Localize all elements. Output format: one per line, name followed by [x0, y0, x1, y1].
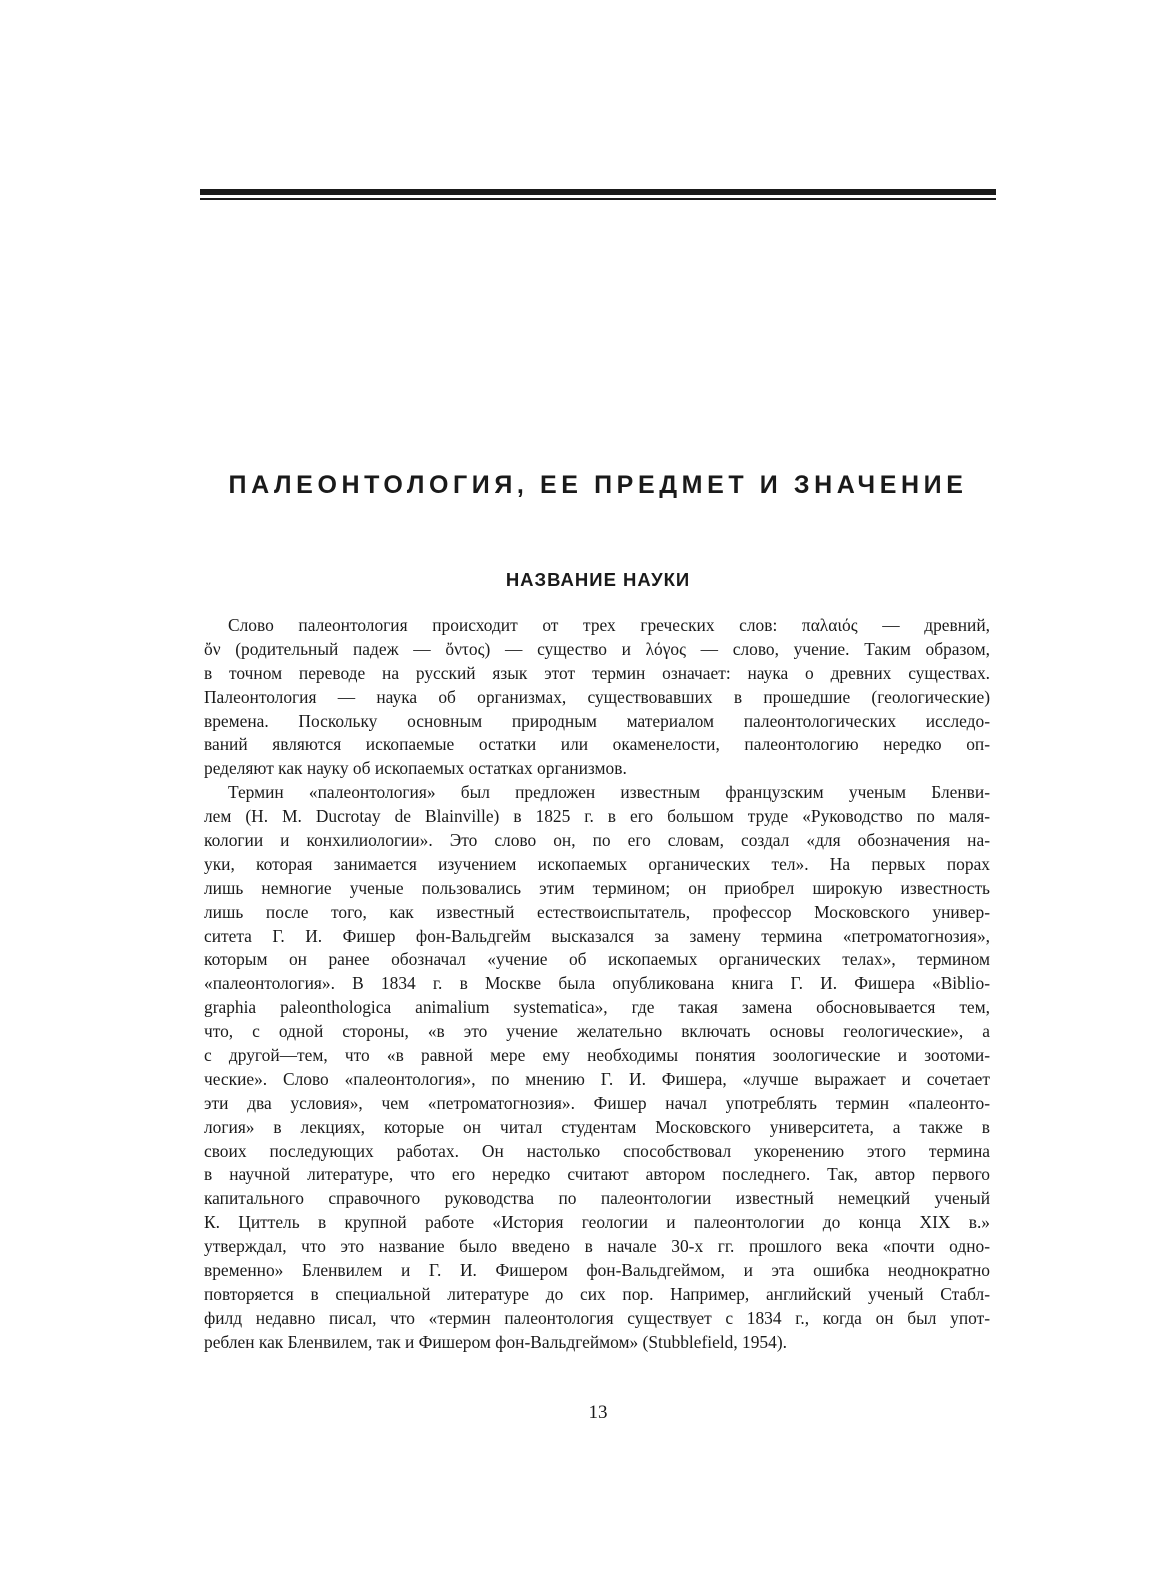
text-line: логия» в лекциях, которые он читал студентам Московского университета, а также в — [204, 1116, 990, 1137]
text-line: уки, которая занимается изучением ископаемых органических тел». На первых порах — [204, 853, 990, 874]
text-line: с другой—тем, что «в равной мере ему необходимы понятия зоологические и зоотоми- — [204, 1045, 990, 1066]
text-line: кологии и конхилиологии». Это слово он, по его словам, создал «для обозначения на- — [204, 830, 990, 851]
text-line: лем (H. M. Ducrotay de Blainville) в 1825 г. в его большом труде «Руководство по маля- — [204, 806, 990, 827]
text-line: филд недавно писал, что «термин палеонтология существует с 1834 г., когда он был упот- — [204, 1307, 990, 1328]
text-line: ваний являются ископаемые остатки или окаменелости, палеонтологию нередко оп- — [204, 734, 990, 755]
chapter-title: ПАЛЕОНТОЛОГИЯ, ЕЕ ПРЕДМЕТ И ЗНАЧЕНИЕ — [228, 471, 968, 499]
text-line: капитального справочного руководства по палеонтологии известный немецкий ученый — [204, 1188, 990, 1209]
text-line: ческие». Слово «палеонтология», по мнению Г. И. Фишера, «лучше выражает и сочетает — [204, 1068, 990, 1089]
text-line: в научной литературе, что его нередко считают автором последнего. Так, автор первого — [204, 1164, 990, 1185]
text-line: которым он ранее обозначал «учение об ископаемых органических телах», термином — [204, 949, 990, 970]
text-line: graphia paleonthologica animalium systematica», где такая замена обосновывается тем, — [204, 997, 990, 1018]
body-text — [204, 614, 990, 1355]
page-number: 13 — [588, 1402, 608, 1423]
text-line: ределяют как науку об ископаемых остатках организмов. — [204, 758, 627, 779]
text-line: эти два условия», чем «петроматогнозия». Фишер начал употреблять термин «палеонто- — [204, 1092, 990, 1113]
text-line: реблен как Бленвилем, так и Фишером фон-Вальдгеймом» (Stubblefield, 1954). — [204, 1331, 787, 1352]
text-line: временно» Бленвилем и Г. И. Фишером фон-Вальдгеймом, и эта ошибка неоднократно — [204, 1260, 990, 1281]
text-line: в точном переводе на русский язык этот термин означает: наука о древних существах. — [204, 662, 990, 683]
text-line: времена. Поскольку основным природным материалом палеонтологических исследо- — [204, 710, 990, 731]
header-rule-thick — [200, 189, 996, 195]
text-line: ὄν (родительный падеж — ὄντος) — существо и λόγος — слово, учение. Таким образом, — [204, 638, 990, 659]
text-line: Термин «палеонтология» был предложен известным французским ученым Бленви- — [228, 782, 990, 803]
text-line: лишь немногие ученые пользовались этим термином; он приобрел широкую известность — [204, 877, 990, 898]
text-line: ситета Г. И. Фишер фон-Вальдгейм высказался за замену термина «петроматогнозия», — [204, 925, 990, 946]
text-line: утверждал, что это название было введено в начале 30-х гг. прошлого века «почти одно- — [204, 1236, 990, 1257]
header-rule-thin — [200, 198, 996, 200]
text-line: лишь после того, как известный естествоиспытатель, профессор Московского универ- — [204, 901, 990, 922]
text-line: «палеонтология». В 1834 г. в Москве была опубликована книга Г. И. Фишера «Biblio- — [204, 973, 990, 994]
text-line: Слово палеонтология происходит от трех греческих слов: παλαιός — древний, — [228, 615, 990, 635]
text-line: К. Циттель в крупной работе «История геологии и палеонтологии до конца XIX в.» — [204, 1212, 990, 1233]
section-title: НАЗВАНИЕ НАУКИ — [505, 569, 691, 590]
text-line: повторяется в специальной литературе до сих пор. Например, английский ученый Стабл- — [204, 1283, 990, 1304]
text-line: своих последующих работах. Он настолько способствовал укоренению этого термина — [204, 1140, 990, 1161]
text-line: что, с одной стороны, «в это учение желательно включать основы геологические», а — [204, 1021, 990, 1042]
text-line: Палеонтология — наука об организмах, существовавших в прошедшие (геологические) — [204, 686, 990, 707]
